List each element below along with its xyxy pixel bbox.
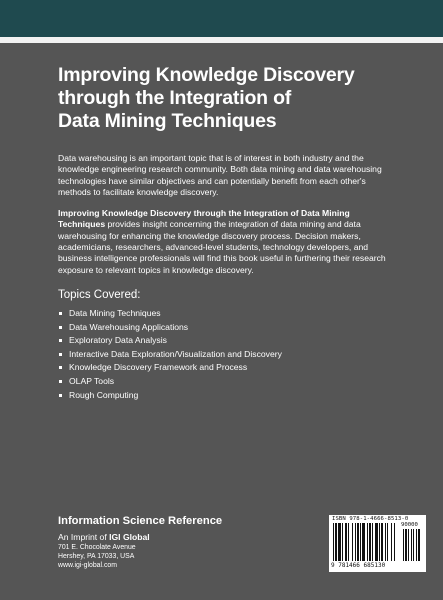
publisher-address-line: Hershey, PA 17033, USA xyxy=(58,553,135,561)
isbn-text: ISBN 978-1-4666-8513-0 xyxy=(332,516,409,522)
imprint-prefix: An Imprint of xyxy=(58,532,110,542)
description-bold-title: Improving Knowledge Discovery through the Integration of Data Mining Techniques xyxy=(58,208,350,230)
imprint-name: IGI Global xyxy=(109,532,150,542)
top-divider-rule xyxy=(0,37,443,43)
description-text: provides insight concerning the integration of data mining and data warehousing for enhancing the knowledge discovery process. Decision makers, academicians, researchers, advanced-level students, technology developers, and business intelligence professionals will find this book useful in furthering their research exposure to relevant topics in knowledge discovery. xyxy=(58,219,386,275)
topics-list xyxy=(58,307,388,402)
title-line: Improving Knowledge Discovery xyxy=(58,64,355,86)
description-paragraph xyxy=(58,208,388,276)
topic-item: Exploratory Data Analysis xyxy=(58,334,388,348)
topics-heading: Topics Covered: xyxy=(58,288,141,301)
book-title xyxy=(58,64,388,133)
topic-item: Data Warehousing Applications xyxy=(58,321,388,335)
title-line: through the Integration of xyxy=(58,87,292,109)
barcode-addon-number: 90000 xyxy=(401,522,418,528)
publisher-address-line: 701 E. Chocolate Avenue xyxy=(58,544,136,551)
publisher-block xyxy=(58,514,288,571)
barcode-number: 9 781466 685130 xyxy=(331,562,386,569)
isbn-barcode xyxy=(329,515,426,572)
title-line: Data Mining Techniques xyxy=(58,110,277,132)
topic-item: Interactive Data Exploration/Visualization and Discovery xyxy=(58,348,388,362)
publisher-name: Information Science Reference xyxy=(58,515,223,527)
intro-paragraph: Data warehousing is an important topic that is of interest in both industry and the knowledge engineering research community. Both data mining and data warehousing technologies have similar objectives and can potentially benefit from each other's methods to facilitate knowledge discovery. xyxy=(58,153,382,197)
topic-item: Knowledge Discovery Framework and Process xyxy=(58,361,388,375)
back-cover-content xyxy=(58,64,388,402)
topic-item: Data Mining Techniques xyxy=(58,307,388,321)
publisher-imprint xyxy=(58,532,288,543)
top-color-band xyxy=(0,0,443,37)
publisher-website: www.igi-global.com xyxy=(58,562,117,570)
barcode-bars-icon xyxy=(333,523,423,561)
topic-item: OLAP Tools xyxy=(58,375,388,389)
topic-item: Rough Computing xyxy=(58,389,388,403)
